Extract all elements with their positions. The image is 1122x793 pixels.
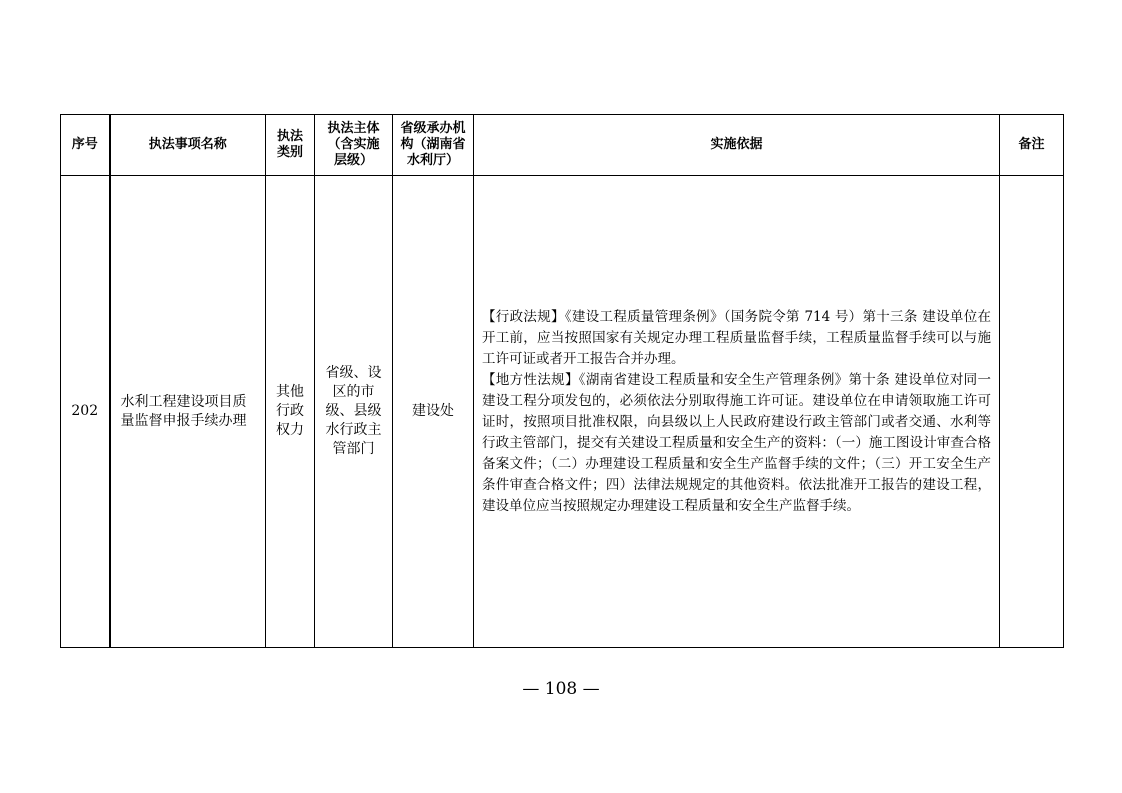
header-basis: 实施依据 bbox=[474, 115, 1000, 176]
row-category bbox=[266, 176, 315, 648]
header-agency bbox=[393, 115, 474, 176]
header-agency-text: 省级承办机构（湖南省水利厅） bbox=[400, 121, 466, 168]
header-category bbox=[266, 115, 315, 176]
table-row bbox=[61, 176, 1064, 648]
header-name: 执法事项名称 bbox=[110, 115, 266, 176]
basis-paragraph-local-regulation: 【地方性法规】《湖南省建设工程质量和安全生产管理条例》第十条 建设单位对同一建设工程分项发包的，必须依法分别取得施工许可证。建设单位在申请领取施工许可证时，按照项目批准权限，向县级以上人民政府建设行政主管部门或者交通、水利等行政主管部门，提交有关建设工程质量和安全生产的资料：（一）施工图设计审查合格备案文件；（二）办理建设工程质量和安全生产监督手续的文件；（三）开工安全生产条件审查合格文件；四）法律法规规定的其他资料。依法批准开工报告的建设工程，建设单位应当按照规定办理建设工程质量和安全生产监督手续。 bbox=[482, 371, 991, 514]
header-seq: 序号 bbox=[61, 115, 110, 176]
header-subject bbox=[315, 115, 393, 176]
row-category-text: 其他行政权力 bbox=[276, 384, 304, 438]
row-name: 水利工程建设项目质量监督申报手续办理 bbox=[110, 176, 266, 648]
row-agency: 建设处 bbox=[393, 176, 474, 648]
table-header-row bbox=[61, 115, 1064, 176]
row-basis bbox=[474, 176, 1000, 648]
row-subject-text: 省级、设区的市级、县级水行政主管部门 bbox=[325, 365, 382, 457]
basis-paragraph-administrative-regulation: 【行政法规】《建设工程质量管理条例》（国务院令第 714 号）第十三条 建设单位在开工前，应当按照国家有关规定办理工程质量监督手续，工程质量监督手续可以与施工许可证或者开工报告合并办理。 bbox=[482, 308, 991, 367]
row-subject bbox=[315, 176, 393, 648]
page-number: — 108 — bbox=[522, 679, 600, 699]
header-subject-text: 执法主体（含实施层级） bbox=[327, 121, 380, 168]
enforcement-items-table bbox=[60, 114, 1064, 648]
row-remark bbox=[1000, 176, 1064, 648]
header-category-text: 执法类别 bbox=[276, 129, 303, 160]
header-remark: 备注 bbox=[1000, 115, 1064, 176]
row-seq: 202 bbox=[61, 176, 110, 648]
